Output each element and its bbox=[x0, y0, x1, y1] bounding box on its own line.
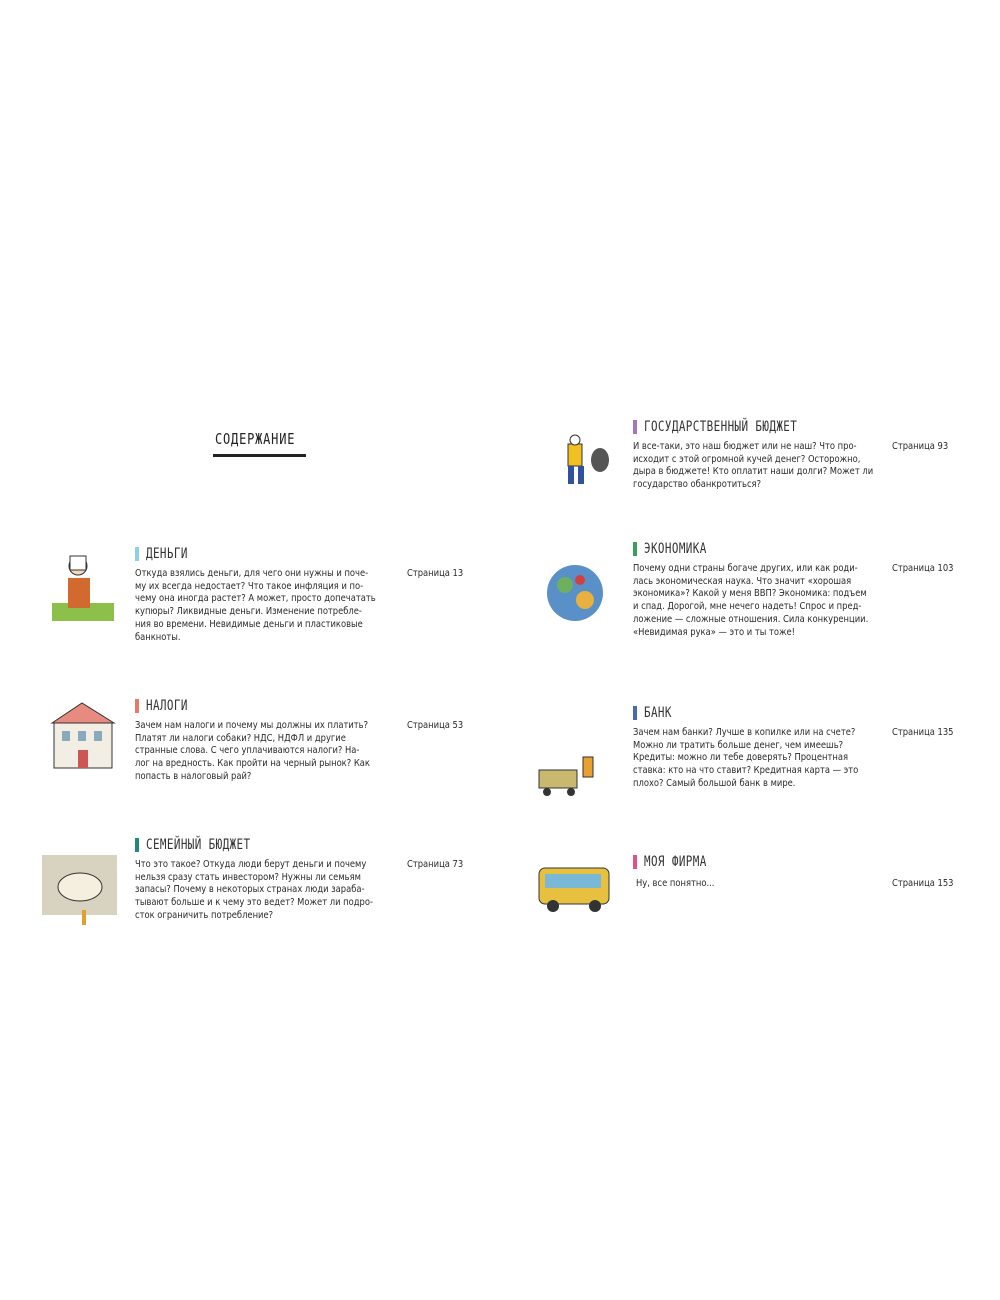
description-line: Платят ли налоги собаки? НДС, НДФЛ и другие bbox=[135, 732, 346, 744]
page-number-link[interactable]: Страница 135 bbox=[892, 727, 954, 738]
page-number-link[interactable]: Страница 73 bbox=[407, 859, 464, 870]
description-line: банкноты. bbox=[135, 631, 181, 643]
description-line: ставка: кто на что ставит? Кредитная карта — это bbox=[633, 765, 859, 777]
family-budget-dog-illustration-icon bbox=[42, 855, 122, 930]
description-line: Можно ли тратить больше денег, чем имеешь? bbox=[633, 739, 844, 751]
section-heading[interactable] bbox=[135, 698, 388, 714]
section-heading[interactable] bbox=[633, 705, 875, 721]
page-number-link[interactable]: Страница 13 bbox=[407, 568, 464, 579]
toc-section-state-budget[interactable] bbox=[633, 419, 949, 492]
toc-section-money[interactable] bbox=[135, 546, 464, 644]
section-title: МОЯ ФИРМА bbox=[644, 854, 707, 870]
description-line: ния во времени. Невидимые деньги и пластиковые bbox=[135, 618, 363, 630]
page-number-link[interactable]: Страница 153 bbox=[892, 878, 954, 889]
section-heading[interactable] bbox=[633, 419, 891, 435]
description-line: му их всегда недостает? Что такое инфляция и по- bbox=[135, 580, 364, 592]
description-line: «Невидимая рука» — это и ты тоже! bbox=[633, 626, 796, 638]
description-line: попасть в налоговый рай? bbox=[135, 770, 252, 782]
page-number-link[interactable]: Страница 103 bbox=[892, 563, 954, 574]
description-line: экономика»? Какой у меня ВВП? Экономика: подъем bbox=[633, 588, 867, 600]
section-heading[interactable] bbox=[633, 541, 886, 557]
toc-section-family-budget[interactable] bbox=[135, 837, 464, 923]
section-description bbox=[636, 878, 724, 891]
description-line: сток ограничить потребление? bbox=[135, 909, 274, 921]
description-line: ложение — сложные отношения. Сила конкуренции. bbox=[633, 613, 869, 625]
description-line: исходит с этой огромной кучей денег? Осторожно, bbox=[633, 453, 861, 465]
description-line: Что это такое? Откуда люди берут деньги и почему bbox=[135, 859, 367, 870]
section-title: ГОСУДАРСТВЕННЫЙ БЮДЖЕТ bbox=[644, 419, 798, 435]
title-underline bbox=[213, 454, 306, 457]
section-description bbox=[135, 720, 388, 784]
toc-section-economy[interactable] bbox=[633, 541, 954, 639]
money-illustration-icon bbox=[50, 548, 120, 628]
description-line: лог на вредность. Как пройти на черный рынок? Как bbox=[135, 758, 370, 770]
section-heading[interactable] bbox=[135, 837, 391, 853]
description-line: и спад. Дорогой, мне нечего надеть! Спрос и пред- bbox=[633, 601, 862, 613]
description-line: дыра в бюджете! Кто оплатит наши долги? Может ли bbox=[633, 466, 874, 478]
section-title: ЭКОНОМИКА bbox=[644, 541, 707, 557]
description-line: нельзя сразу стать инвестором? Нужны ли семьям bbox=[135, 871, 361, 883]
description-line: лась экономическая наука. Что значит «хорошая bbox=[633, 575, 852, 587]
economy-globe-illustration-icon bbox=[535, 555, 615, 635]
bank-illustration-icon bbox=[535, 752, 615, 802]
section-heading[interactable] bbox=[135, 546, 394, 562]
description-line: чему она иногда растет? А может, просто допечатать bbox=[135, 593, 376, 605]
page-number-link[interactable]: Страница 53 bbox=[407, 720, 464, 731]
description-line: Кредиты: можно ли тебе доверять? Процентная bbox=[633, 752, 849, 764]
description-line: Зачем нам банки? Лучше в копилке или на счете? bbox=[633, 727, 856, 738]
section-color-marker bbox=[633, 855, 637, 869]
section-color-marker bbox=[135, 547, 139, 561]
section-description bbox=[633, 563, 886, 639]
my-company-van-illustration-icon bbox=[535, 858, 615, 918]
description-line: Зачем нам налоги и почему мы должны их платить? bbox=[135, 720, 369, 731]
description-line: тывают больше и к чему это ведет? Может ли подро- bbox=[135, 897, 373, 909]
toc-section-taxes[interactable] bbox=[135, 698, 464, 784]
section-title: НАЛОГИ bbox=[146, 698, 188, 714]
section-description bbox=[135, 859, 391, 923]
description-line: купюры? Ликвидные деньги. Изменение потребле- bbox=[135, 606, 362, 618]
section-description bbox=[633, 727, 875, 791]
toc-section-my-company[interactable] bbox=[633, 854, 954, 891]
section-color-marker bbox=[633, 420, 637, 434]
description-line: государство обанкротиться? bbox=[633, 479, 762, 491]
page-number-link[interactable]: Страница 93 bbox=[892, 441, 949, 452]
description-line: Откуда взялись деньги, для чего они нужны и поче- bbox=[135, 568, 369, 579]
section-title: СЕМЕЙНЫЙ БЮДЖЕТ bbox=[146, 837, 251, 853]
section-heading[interactable] bbox=[633, 854, 724, 870]
state-budget-illustration-icon bbox=[548, 432, 618, 492]
section-description bbox=[633, 441, 891, 492]
section-color-marker bbox=[633, 706, 637, 720]
section-title: БАНК bbox=[644, 705, 672, 721]
section-description bbox=[135, 568, 394, 644]
taxes-house-illustration-icon bbox=[42, 698, 122, 778]
section-color-marker bbox=[135, 699, 139, 713]
section-title: ДЕНЬГИ bbox=[146, 546, 188, 562]
section-color-marker bbox=[135, 838, 139, 852]
page-title: СОДЕРЖАНИЕ bbox=[215, 430, 296, 448]
description-line: странные слова. С чего уплачиваются налоги? На- bbox=[135, 745, 360, 757]
toc-section-bank[interactable] bbox=[633, 705, 954, 791]
description-line: Ну, все понятно... bbox=[636, 878, 715, 889]
description-line: И все-таки, это наш бюджет или не наш? Что про- bbox=[633, 441, 857, 452]
description-line: запасы? Почему в некоторых странах люди зараба- bbox=[135, 884, 365, 896]
section-color-marker bbox=[633, 542, 637, 556]
description-line: Почему одни страны богаче других, или как роди- bbox=[633, 563, 858, 574]
description-line: плохо? Самый большой банк в мире. bbox=[633, 777, 796, 789]
